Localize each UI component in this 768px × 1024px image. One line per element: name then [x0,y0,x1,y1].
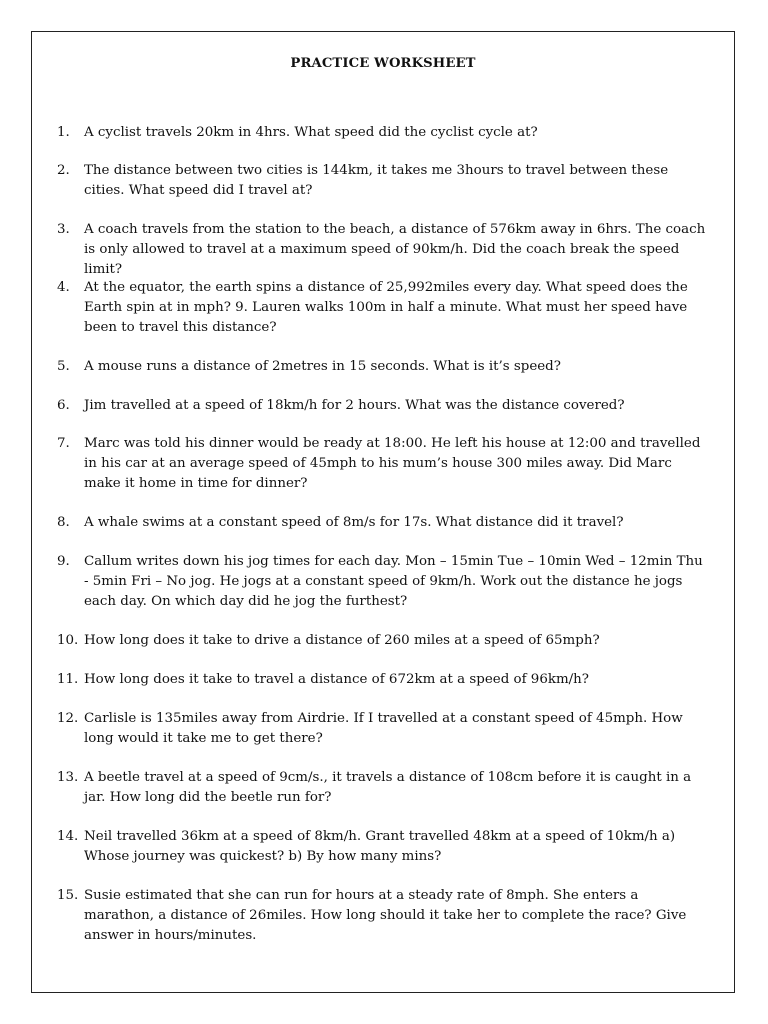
question-number: 3. [57,222,70,237]
question-text: A whale swims at a constant speed of 8m/s for 17s. What distance did it travel? [84,515,624,530]
question-8 [57,513,707,533]
question-number: 12. [57,711,79,726]
question-number: 1. [57,125,70,140]
question-text: A beetle travel at a speed of 9cm/s., it travels a distance of 108cm before it is caught in a jar. How long did the beetle run for? [84,770,692,805]
question-number: 6. [57,398,70,413]
question-text: A coach travels from the station to the beach, a distance of 576km away in 6hrs. The coach is only allowed to travel at a maximum speed of 90km/h. Did the coach break the speed limit? [84,222,706,277]
worksheet-title: PRACTICE WORKSHEET [290,56,476,71]
question-number: 10. [57,633,79,648]
question-2 [57,161,707,201]
question-7 [57,434,707,493]
question-10 [57,631,707,651]
question-13 [57,768,707,808]
question-number: 9. [57,554,70,569]
question-text: Carlisle is 135miles away from Airdrie. If I travelled at a constant speed of 45mph. How long would it take me to get there? [84,711,683,746]
question-number: 7. [57,436,70,451]
question-text: A cyclist travels 20km in 4hrs. What speed did the cyclist cycle at? [84,125,538,140]
question-text: How long does it take to drive a distance of 260 miles at a speed of 65mph? [84,633,600,648]
question-14 [57,827,707,867]
question-12 [57,709,707,749]
question-number: 4. [57,280,70,295]
question-number: 2. [57,163,70,178]
question-text: Neil travelled 36km at a speed of 8km/h. Grant travelled 48km at a speed of 10km/h a) Whose journey was quickest? b) By how many mins? [84,829,676,864]
question-number: 14. [57,829,79,844]
question-text: Marc was told his dinner would be ready at 18:00. He left his house at 12:00 and travelled in his car at an average speed of 45mph to his mum’s house 300 miles away. Did Marc make it home in time for dinner? [84,436,701,491]
question-text: Susie estimated that she can run for hours at a steady rate of 8mph. She enters a marathon, a distance of 26miles. How long should it take her to complete the race? Give answer in hours/minutes. [84,888,687,943]
question-text: A mouse runs a distance of 2metres in 15 seconds. What is it’s speed? [84,359,561,374]
question-text: The distance between two cities is 144km, it takes me 3hours to travel between these cities. What speed did I travel at? [84,163,669,198]
question-number: 8. [57,515,70,530]
question-text: Jim travelled at a speed of 18km/h for 2 hours. What was the distance covered? [84,398,625,413]
question-1 [57,123,707,143]
question-number: 5. [57,359,70,374]
question-number: 13. [57,770,79,785]
question-number: 15. [57,888,79,903]
question-9 [57,552,707,611]
question-15 [57,886,707,945]
question-text: Callum writes down his jog times for each day. Mon – 15min Tue – 10min Wed – 12min Thu - 5min Fri – No jog. He jogs at a constant speed of 9km/h. Work out the distance he jogs each day. On which day did he jog the furthest? [84,554,703,609]
worksheet-frame [31,31,735,993]
question-4 [57,278,707,337]
question-number: 11. [57,672,79,687]
question-text: How long does it take to travel a distance of 672km at a speed of 96km/h? [84,672,589,687]
question-11 [57,670,707,690]
question-3 [57,220,707,279]
question-list [32,32,734,992]
question-5 [57,357,707,377]
question-6 [57,396,707,416]
question-text: At the equator, the earth spins a distance of 25,992miles every day. What speed does the Earth spin at in mph? 9. Lauren walks 100m in half a minute. What must her speed have been to travel this distance? [84,280,688,335]
